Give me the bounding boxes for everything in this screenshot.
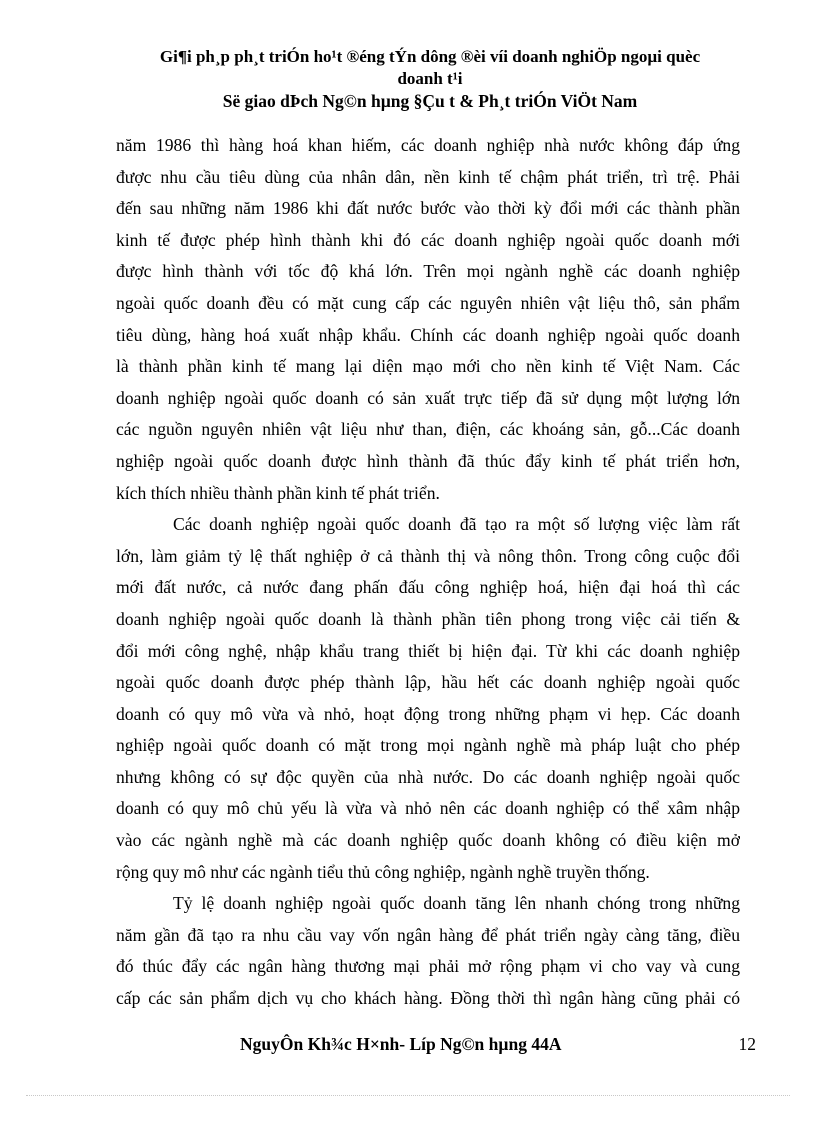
text-line: năm 1986 thì hàng hoá khan hiếm, các doanh nghiệp nhà nước không đáp ứng [116, 135, 740, 155]
text-line: nhưng không có sự độc quyền của nhà nước. Do các doanh nghiệp ngoài quốc [116, 766, 740, 787]
header-title-line-3: Së giao dÞch Ng©n hµng §Çu t & Ph¸t triÓn ViÖt Nam [222, 91, 638, 111]
text-line: lớn, làm giảm tỷ lệ thất nghiệp ở cả thành thị và nông thôn. Trong công cuộc đổi [116, 545, 740, 566]
header-title-line-1: Gi¶i ph¸p ph¸t triÓn ho¹t ®éng tÝn dông ®èi víi doanh nghiÖp ngoµi quèc [159, 47, 701, 66]
text-line: tiêu dùng, hàng hoá xuất nhập khẩu. Chính các doanh nghiệp ngoài quốc doanh [116, 324, 740, 345]
text-line: mới đất nước, cả nước đang phấn đấu công nghiệp hoá, hiện đại hoá thì các [116, 577, 740, 598]
text-line: doanh có quy mô vừa và nhỏ, hoạt động trong những phạm vi hẹp. Các doanh [116, 703, 740, 724]
text-line: nghiệp ngoài quốc doanh có mặt trong mọi ngành nghề mà pháp luật cho phép [116, 735, 740, 756]
text-line: được nhu cầu tiêu dùng của nhân dân, nền kinh tế chậm phát triển, trì trệ. Phải [116, 166, 740, 187]
text-line: rộng quy mô như các ngành tiểu thủ công nghiệp, ngành nghề truyền thống. [116, 861, 650, 882]
text-line: năm gần đã tạo ra nhu cầu vay vốn ngân hàng để phát triển ngày càng tăng, điều [116, 924, 740, 945]
page-header [100, 46, 760, 112]
text-line: cấp các sản phẩm dịch vụ cho khách hàng. Đồng thời thì ngân hàng cũng phải có [116, 988, 740, 1009]
text-line: là thành phần kinh tế mang lại diện mạo mới cho nền kinh tế Việt Nam. Các [116, 356, 740, 377]
text-line: ngoài quốc doanh được phép thành lập, hầu hết các doanh nghiệp ngoài quốc [116, 672, 740, 693]
text-line: doanh nghiệp ngoài quốc doanh có sản xuất trực tiếp đã sử dụng một lượng lớn [116, 387, 740, 408]
text-line: doanh có quy mô chủ yếu là vừa và nhỏ nên các doanh nghiệp có thể xâm nhập [116, 798, 740, 819]
text-line: được hình thành với tốc độ khá lớn. Trên mọi ngành nghề các doanh nghiệp [116, 261, 740, 282]
text-line: kinh tế được phép hình thành khi đó các doanh nghiệp ngoài quốc doanh mới [116, 229, 740, 250]
text-line: đó thúc đẩy các ngân hàng thương mại phải mở rộng phạm vi cho vay và cung [116, 956, 740, 977]
header-title-line-2: doanh t¹i [397, 69, 463, 88]
text-line: đến sau những năm 1986 khi đất nước bước vào thời kỳ đổi mới các thành phần [116, 198, 740, 219]
text-line: kích thích nhiều thành phần kinh tế phát triển. [116, 482, 440, 503]
text-line: nghiệp ngoài quốc doanh được hình thành đã thúc đẩy kinh tế phát triển hơn, [116, 450, 740, 471]
body-text [116, 130, 740, 1015]
footer-author: NguyÔn Kh¾c H×nh- Líp Ng©n hµng 44A [240, 1034, 562, 1054]
page-bottom-divider [26, 1095, 790, 1096]
text-line: vào các ngành nghề mà các doanh nghiệp quốc doanh không có điều kiện mở [116, 830, 740, 851]
paragraph-start-line: Các doanh nghiệp ngoài quốc doanh đã tạo ra một số lượng việc làm rất [173, 514, 740, 535]
text-line: đổi mới công nghệ, nhập khẩu trang thiết bị hiện đại. Từ khi các doanh nghiệp [116, 640, 740, 661]
page-number: 12 [738, 1034, 756, 1054]
text-line: ngoài quốc doanh đều có mặt cung cấp các nguyên nhiên vật liệu thô, sản phẩm [116, 292, 740, 313]
text-line: các nguồn nguyên nhiên vật liệu như than, điện, các khoáng sản, gỗ...Các doanh [116, 419, 740, 440]
text-line: doanh nghiệp ngoài quốc doanh là thành phần tiên phong trong việc cải tiến & [116, 608, 740, 629]
paragraph-start-line: Tỷ lệ doanh nghiệp ngoài quốc doanh tăng lên nhanh chóng trong những [173, 893, 740, 914]
